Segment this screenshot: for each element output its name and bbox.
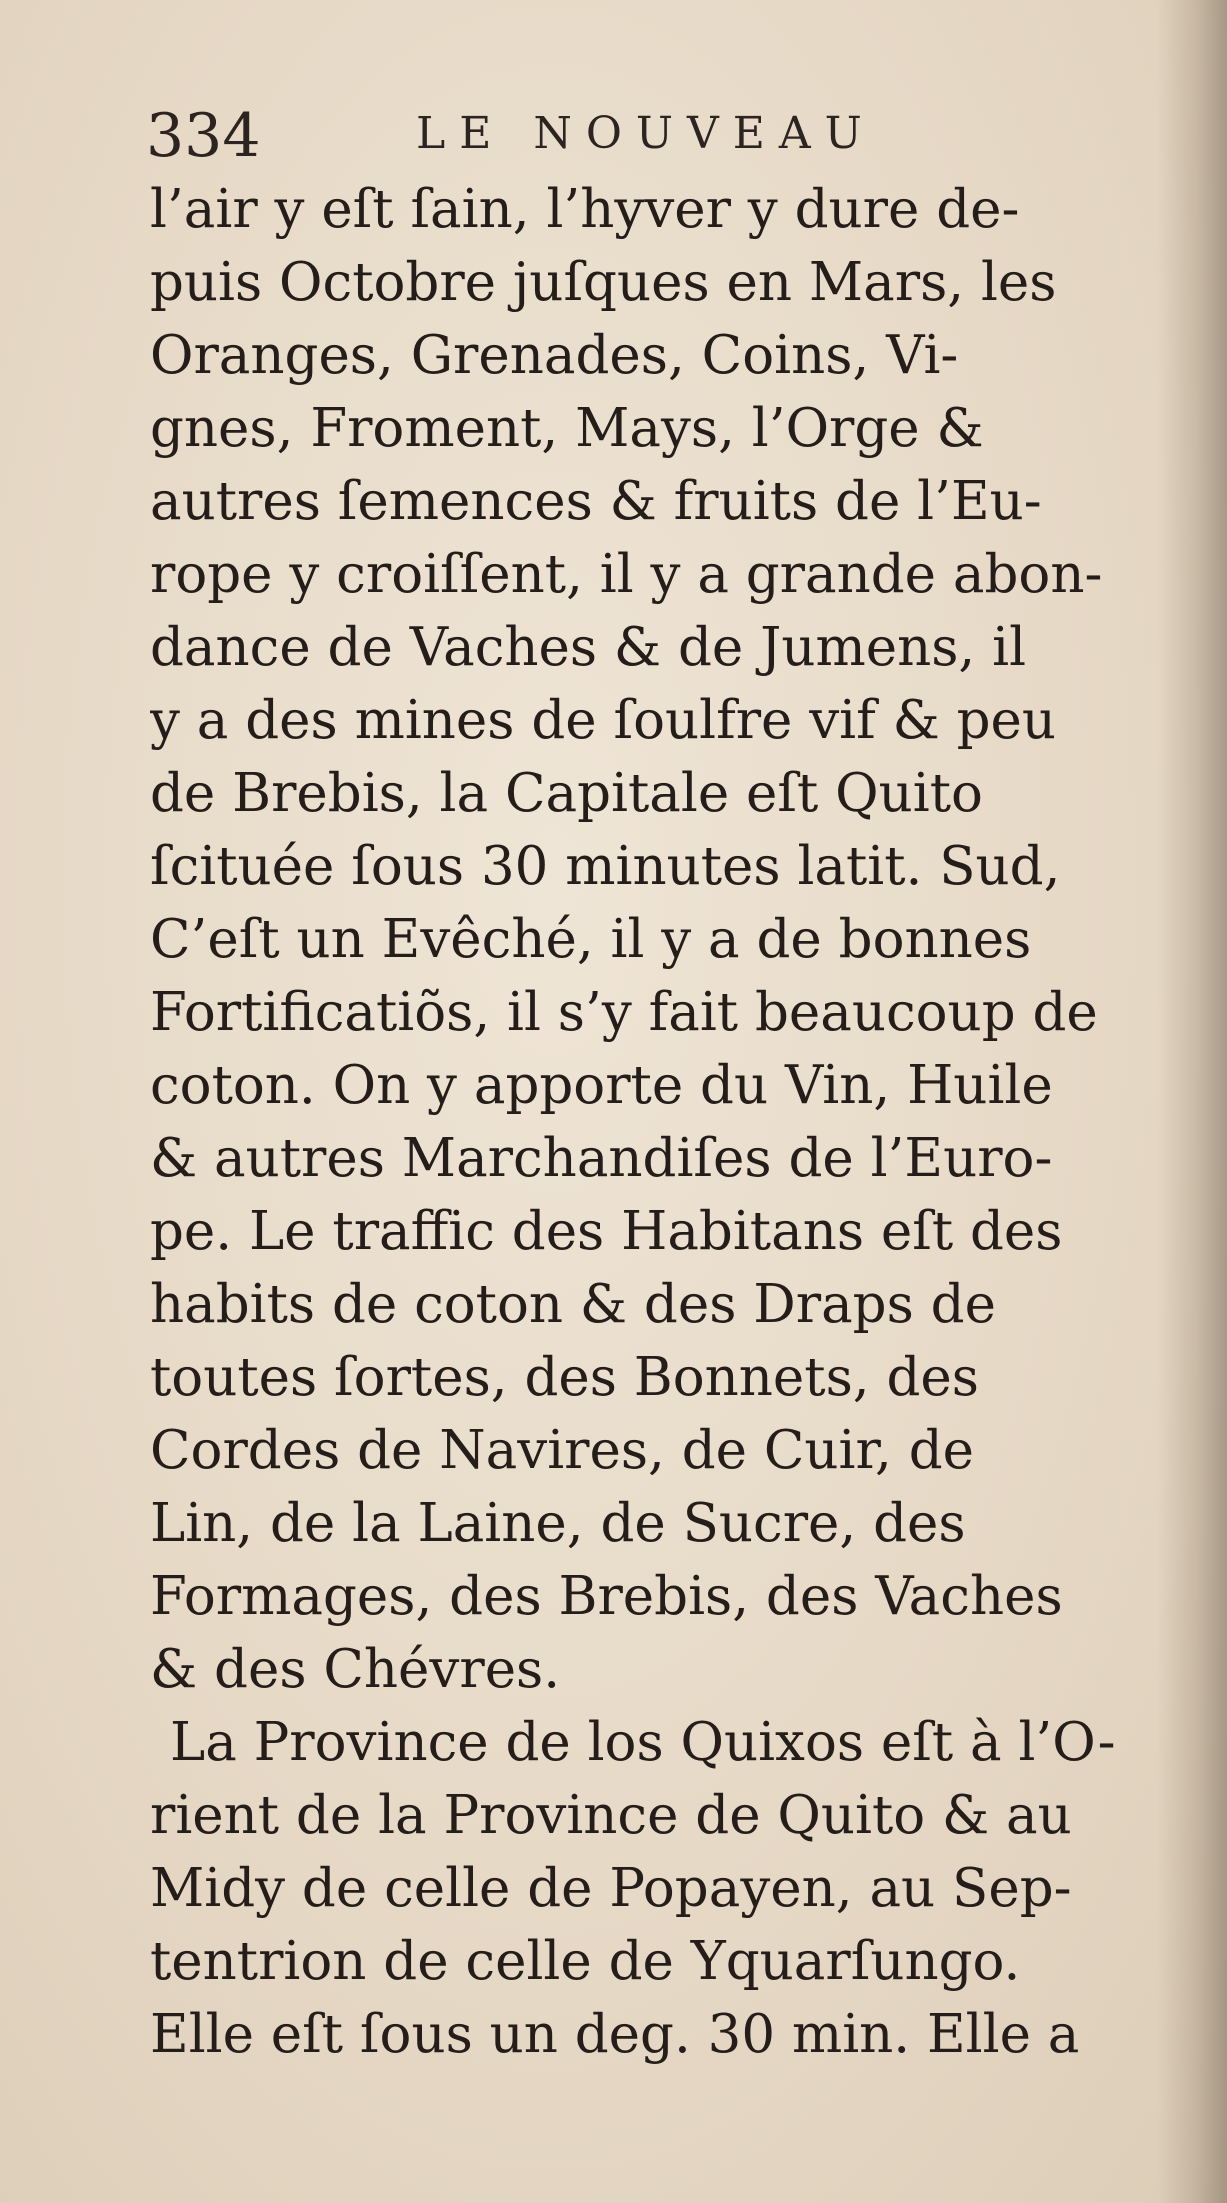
text-line: coton. On y apporte du Vin, Huile	[150, 1055, 1053, 1116]
page-header	[146, 96, 1146, 176]
text-line: Cordes de Navires, de Cuir, de	[150, 1420, 975, 1481]
text-line: habits de coton & des Draps de	[150, 1274, 996, 1335]
text-line: Lin, de la Laine, de Sucre, des	[150, 1493, 966, 1554]
text-line: rient de la Province de Quito & au	[150, 1785, 1072, 1846]
text-line: Fortificatiõs, il s’y fait beaucoup de	[150, 982, 1098, 1043]
text-line: tentrion de celle de Yquarſungo.	[150, 1931, 1021, 1992]
text-line: de Brebis, la Capitale eſt Quito	[150, 763, 983, 824]
text-line: l’air y eſt ſain, l’hyver y dure de-	[150, 179, 1020, 240]
text-line: C’eſt un Evêché, il y a de bonnes	[150, 909, 1032, 970]
text-line: gnes, Froment, Mays, l’Orge &	[150, 398, 984, 459]
text-line: y a des mines de ſoulfre vif & peu	[150, 690, 1057, 751]
text-line: Oranges, Grenades, Coins, Vi-	[150, 325, 959, 386]
text-line: Elle eſt ſous un deg. 30 min. Elle a	[150, 2004, 1080, 2065]
text-line: rope y croiſſent, il y a grande abon-	[150, 544, 1103, 605]
text-line: & autres Marchandiſes de l’Euro-	[150, 1128, 1053, 1189]
page-number: 334	[146, 101, 261, 171]
text-line: dance de Vaches & de Jumens, il	[150, 617, 1027, 678]
text-line: Formages, des Brebis, des Vaches	[150, 1566, 1063, 1627]
text-line: ſcituée ſous 30 minutes latit. Sud,	[150, 836, 1061, 897]
text-line: pe. Le traffic des Habitans eſt des	[150, 1201, 1063, 1262]
text-line: puis Octobre juſques en Mars, les	[150, 252, 1057, 313]
paragraph-start-line: La Province de los Quixos eſt à l’O-	[170, 1712, 1116, 1773]
body-text	[150, 173, 1180, 2071]
text-line: & des Chévres.	[150, 1639, 561, 1700]
text-line: toutes ſortes, des Bonnets, des	[150, 1347, 979, 1408]
running-head: LE NOUVEAU	[416, 108, 876, 159]
text-line: Midy de celle de Popayen, au Sep-	[150, 1858, 1072, 1919]
text-line: autres ſemences & fruits de l’Eu-	[150, 471, 1042, 532]
